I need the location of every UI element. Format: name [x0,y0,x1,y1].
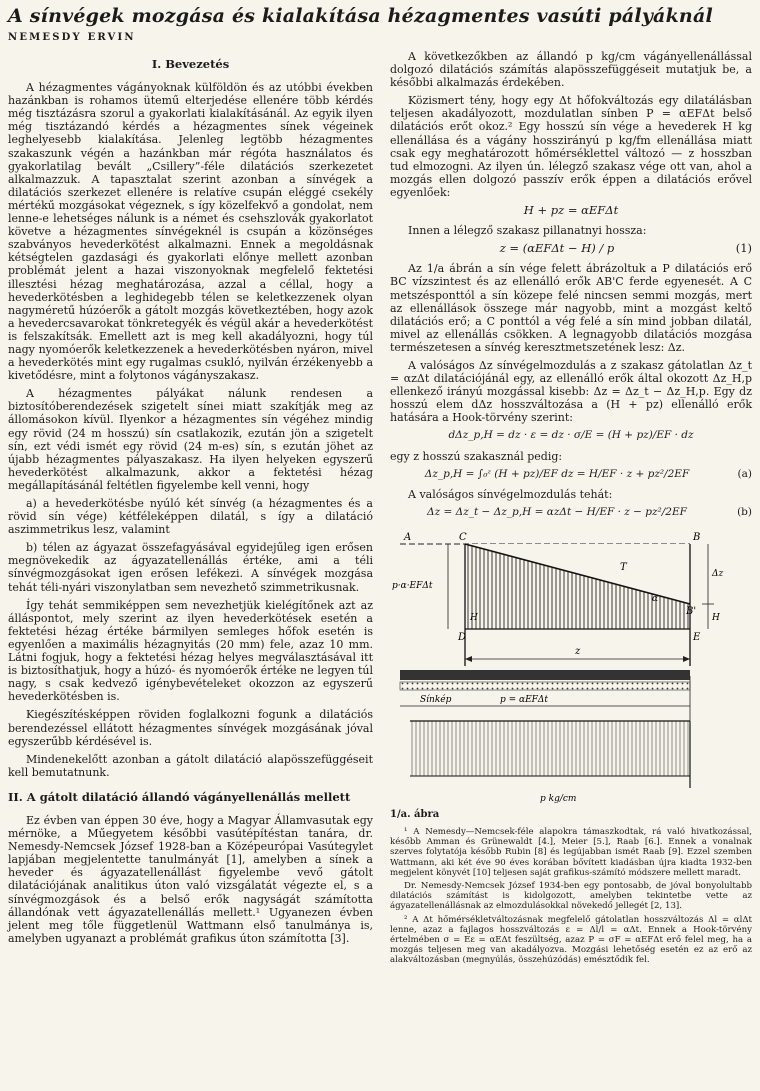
paragraph: Ez évben van éppen 30 éve, hogy a Magyar Államvasutak egy mérnöke, a Műegyetem későbbi vasútépítéstan tanára, dr. Nemesdy-Nemcsek József 1928-ban a Középeurópai Vasútegylet lapjában megjelentette tanulmányát [1], amelyben a sínek a heveder és ágyazatellenállást figyelembe vevő gátolt dilatációjának analitikus úton való vizsgálatát végezte el, s a sínvégmozgások és a belső erők nagyságát számította állandónak vett ágyazatellenállás mellett.¹ Ugyanezen évben jelent meg tőle függetlenül Wattmann első tanulmánya is, amelyben ugyanazt a problémát grafikus úton számította [3]. [8,813,373,945]
label-a: A [404,531,412,543]
paragraph: a) a hevederkötésbe nyúló két sínvég (a hézagmentes és a rövid sín vége) kétféleképpen dilatál, s így a dilatáció aszimmetrikus lesz, valamint [8,497,373,537]
paragraph: egy z hosszú szakasznál pedig: [390,449,563,463]
paragraph: Az 1/a ábrán a sín vége felett ábrázoltuk a P dilatációs erő BC vízszintest és az ellenálló erők AB'C ferde egyenesét. A C metszésponttól a sín közepe felé nincsen semmi mozgás, mert az ellenállások összege már nagyobb, mint a mozgást keltő dilatációs erő; a C ponttól a vég felé a sín mind jobban dilatál, mivel az ellenállás csökken. A legnagyobb dilatációs mozgása természetesen a sínvég keresztmetszetének lesz: Δz. [390,262,752,354]
left-column [8,50,373,950]
label-dilatation-force: p·α·EFΔt [392,580,433,591]
section-heading-introduction: I. Bevezetés [151,57,230,71]
paragraph: A hézagmentes pályákat nálunk rendesen a biztosítóberendezések szigetelt sínei miatt szakítják meg az állomásokon kívül. Ilyenkor a hézagmentes sín végéhez mindig egy rövid (24 m hosszú) sín csatlakozik, ezután jön a szigetelt sín, ezt védi ismét egy rövid (24 m-es) sín, s ezután jöhet az újabb hézagmentes pályaszakasz. Ha ilyen helyeken egyszerű hevederkötést alkalmazunk, akkor a fektetési hézag megállapításánál feltétlen figyelembe kell venni, hogy [8,387,373,492]
paragraph: Így tehát semmiképpen sem nevezhetjük kielégítőnek azt az álláspontot, mely szerint az ilyen hevederkötések esetén a fektetési hézag értéke bármilyen semleges hőfok esetén is egyenlően a maximális hézagnyitás (20 mm) fele, azaz 10 mm. Látni fogjuk, hogy a fektetési hézag helyes megválasztásával itt is biztosíthatjuk, hogy a húzó- és nyomóerők értéke ne legyen túl nagy, s csak kedvező igénybevételeket okozzon az egyszerű hevederkötésben is. [8,598,373,704]
footnote-1: ¹ A Nemesdy—Nemcsek-féle alapokra támaszkodtak, rá való hivatkozással, később Amman és Grünewaldt [4.], Meier [5.], Raab [6.]. Ennek a vonalnak szerves folytatója később Rubin [8] és legújabban ismét Raab [9]. Ezzel szemben Wattmann, aki két éve 90 éves korában bővített kiadásban újra kiadta 1932-ben megjelent könyvét [10] teljesen saját grafikus-számító módszere mellett maradt. [390,827,752,878]
figure-caption: 1/a. ábra [390,808,440,820]
paragraph: A hézagmentes vágányoknak külföldön és az utóbbi években hazánkban is rohamos ütemű elterjedése ellenére több kérdés még tisztázásra szorul a gyakorlati kialakításánál. Az egyik ilyen még tisztázandó kérdés a hézagmentes sínek végeinek leghelyesebb kialakítása. Jelenleg legtöbb hézagmentes szakaszunk végén a hazánkban már régóta használatos és gyakorlatilag bevált „Csillery”-féle dilatációs szerkezetet alkalmazzuk. A tapasztalat szerint azonban a sínvégek a dilatációs szerkezet ellenére is relatíve csupán eléggé csekély mértékű mozgásokat végeznek, s így közelfekvő a gondolat, nem lenne-e lehetséges nálunk is a német és csehszlovák gyakorlatot követve a hézagmentes sínvégeknél is csupán a közönséges szabványos hevederkötést alkalmazni. Ennek a megoldásnak kétségtelen gazdasági és gyakorlati előnye mellett azonban problémát jelent a hazai viszonyoknak megfelelő fektetési illesztési hézag meghatározása, azzal a céllal, hogy a hevederkötésben a leghidegebb télen se keletkezzenek olyan nagyméretű húzóerők a gátolt mozgás következtében, hogy azok a hevedercsavarokat tönkretegyék és végül akár a hevederkötést is felszakítsák. Emellett azt is meg kell akadályozni, hogy túl nagy nyomóerők keletkezzenek a hevederkötésben nyáron, mivel a hevederkötés mint egy rugalmas csukló, nyilván érzékenyebb a kivetődésre, mint a folytonos vágányszakasz. [8,81,373,383]
rail-end-diagram [390,526,752,806]
label-z: z [575,645,581,657]
label-t: T [620,561,627,573]
equation-1: z = (αEFΔt − H) / p (1) [499,241,752,256]
label-d: D [458,631,467,643]
label-alpha: α [652,593,659,604]
equation-b: Δz = Δz_t − Δz_p,H = αzΔt − H/EF · z − pz²/2EF (b) [427,505,752,518]
paragraph: Innen a lélegző szakasz pillanatnyi hossza: [408,224,647,238]
footnote-2: ² A Δt hőmérsékletváltozásnak megfelelő gátolatlan hosszváltozás Δl = αlΔt lenne, azaz a fajlagos hosszváltozás ε = Δl/l = αΔt. Ennek a Hook-törvény értelmében σ = Eε = αEΔt feszültség, azaz P = σF = αEFΔt erő felel meg, ha a mozgás teljesen meg van akadályozva. Mozgási lehetőség esetén ez az erő az alakváltozásban (megnyúlás, összehúzódás) emésztődik fel. [390,914,752,966]
paragraph: Kiegészítésképpen röviden foglalkozni fogunk a dilatációs berendezéssel ellátott hézagmentes sínvégek mozgásának jóval egyszerűbb kérdésével is. [8,708,373,748]
equation-a: Δz_p,H = ∫₀ᶻ (H + pz)/EF dz = H/EF · z + pz²/2EF (a) [424,467,752,480]
author: NEMESDY ERVIN [8,32,136,43]
ballast-bar [400,682,690,690]
rail-bar [400,670,690,680]
label-p-unit: p kg/cm [540,793,577,804]
label-h-right: H [712,612,720,623]
label-c: C [459,531,467,543]
paragraph: b) télen az ágyazat összefagyásával egyidejűleg igen erősen megnövekedik az ágyazatellenállás értéke, ami a téli sínvégmozgásokat igen erősen lefékezi. A sínvégek mozgása tehát téli-nyári viszonylatban sem nevezhető szimmetrikusnak. [8,541,373,594]
label-delta-z: Δz [712,568,724,579]
label-p-bottom: p = αEFΔt [500,694,549,705]
right-column [390,50,752,969]
figure-1a [390,526,752,806]
equation-equilibrium: H + pz = αEFΔt [523,203,619,218]
equation-hooke: dΔz_p,H = dz · ε = dz · σ/E = (H + pz)/EF · dz [448,429,694,442]
footnote-1-continued: Dr. Nemesdy-Nemcsek József 1934-ben egy pontosabb, de jóval bonyolultabb dilatációs számítást is kidolgozott, amelyben tekintetbe vette az ágyazatellenállásnak az elmozdulásokkal növekedő jellegét [2, 13]. [390,881,752,912]
paragraph: A valóságos Δz sínvégelmozdulás a z szakasz gátolatlan Δz_t = αzΔt dilatációjánál egy, az ellenálló erők által okozott Δz_H,p ellenkező irányú mozgással kisebb: Δz = Δz_t − Δz_H,p. Egy dz hosszú elem dΔz hosszváltozása a (H + pz) ellenálló erők hatására a Hook-törvény szerint: [390,358,752,425]
label-b-prime: B' [686,605,697,617]
label-rail-image: Sínkép [420,694,452,705]
paragraph: A valóságos sínvégelmozdulás tehát: [408,487,613,501]
paragraph: Közismert tény, hogy egy Δt hőfokváltozás egy dilatálásban teljesen akadályozott, mozdulatlan sínben P = αEFΔt belső dilatációs erőt okoz.² Egy hosszú sín vége a hevederek H kg ellenállása és a vágány hosszirányú p kg/fm ellenállása miatt csak egy meghatározott hőmérséklettel változó — z hosszban tud elmozogni. Az ilyen ún. lélegző szakasz vége ott van, ahol a mozgás ellen dolgozó passzív erők éppen a dilatációs erővel egyenlőek: [390,94,752,199]
label-h-left: H [470,612,478,623]
section-heading-restrained-dilatation: II. A gátolt dilatáció állandó vágányellenállás mellett [8,789,351,804]
article-title: A sínvégek mozgása és kialakítása hézagmentes vasúti pályáknál [8,5,713,27]
paragraph: A következőkben az állandó p kg/cm vágányellenállással dolgozó dilatációs számítás alapösszefüggéseit mutatjuk be, a későbbi alkalmazás érdekében. [390,50,752,90]
label-e: E [693,631,701,643]
label-b: B [693,531,701,543]
paragraph: Mindenekelőtt azonban a gátolt dilatáció alapösszefüggéseit kell bemutatnunk. [8,752,373,779]
